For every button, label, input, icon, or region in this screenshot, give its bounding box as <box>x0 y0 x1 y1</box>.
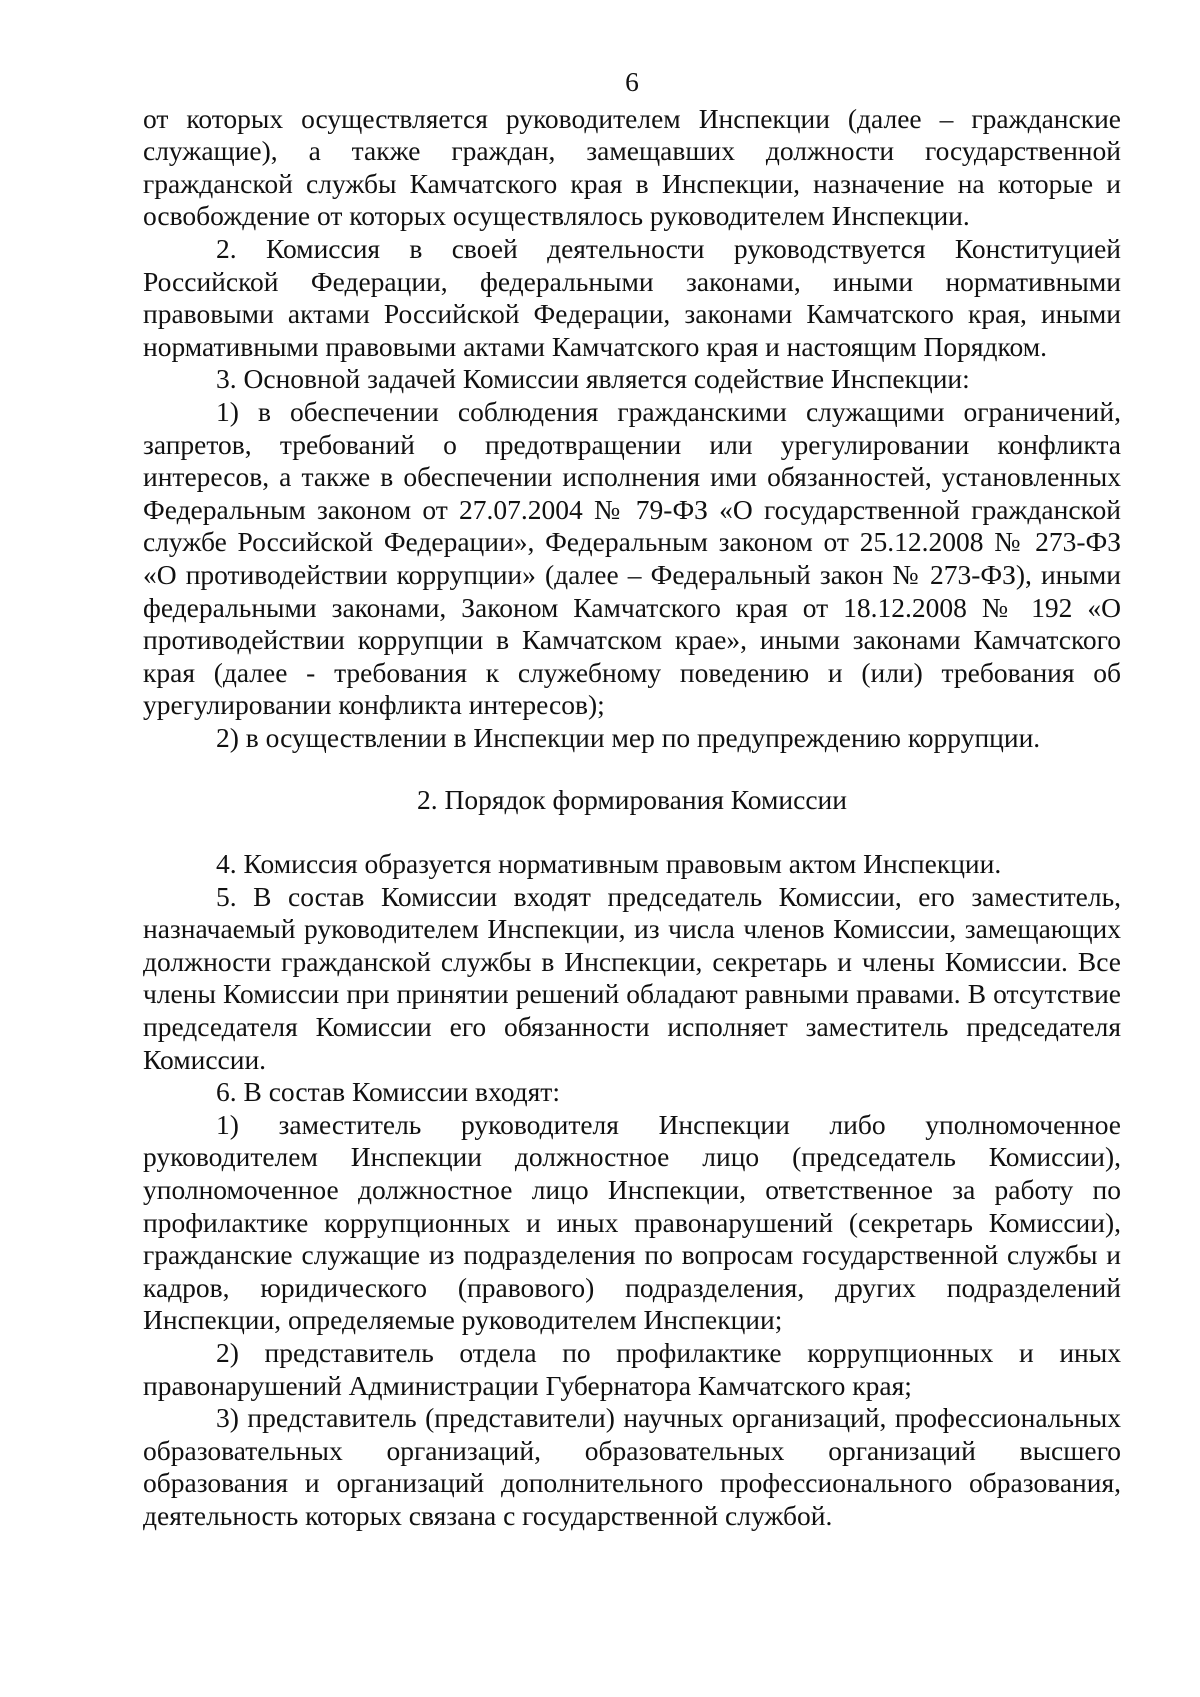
paragraph-continuation: от которых осуществляется руководителем Инспекции (далее – гражданские служащие), а также граждан, замещавших должности государственной гражданской службы Камчатского края в Инспекции, назначение на которые и освобождение от которых осуществлялось руководителем Инспекции. <box>143 102 1121 232</box>
section-heading: 2. Порядок формирования Комиссии <box>417 784 847 816</box>
paragraph-item-5: 5. В состав Комиссии входят председатель Комиссии, его заместитель, назначаемый руководителем Инспекции, из числа членов Комиссии, замещающих должности гражданской службы в Инспекции, секретарь и члены Комиссии. Все члены Комиссии при принятии решений обладают равными правами. В отсутствие председателя Комиссии его обязанности исполняет заместитель председателя Комиссии. <box>143 880 1121 1075</box>
paragraph-item-4: 4. Комиссия образуется нормативным правовым актом Инспекции. <box>216 848 1002 880</box>
paragraph-item-3: 3. Основной задачей Комиссии является содействие Инспекции: <box>216 363 970 395</box>
paragraph-item-6: 6. В состав Комиссии входят: <box>216 1076 560 1108</box>
paragraph-subitem-6-2: 2) представитель отдела по профилактике коррупционных и иных правонарушений Администрации Губернатора Камчатского края; <box>143 1336 1121 1401</box>
paragraph-subitem-6-1: 1) заместитель руководителя Инспекции либо уполномоченное руководителем Инспекции должностное лицо (председатель Комиссии), уполномоченное должностное лицо Инспекции, ответственное за работу по профилактике коррупционных и иных правонарушений (секретарь Комиссии), гражданские служащие из подразделения по вопросам государственной службы и кадров, юридического (правового) подразделения, других подразделений Инспекции, определяемые руководителем Инспекции; <box>143 1108 1121 1336</box>
paragraph-subitem-3-2: 2) в осуществлении в Инспекции мер по предупреждению коррупции. <box>216 721 1041 753</box>
paragraph-subitem-3-1: 1) в обеспечении соблюдения гражданскими служащими ограничений, запретов, требований о предотвращении или урегулировании конфликта интересов, а также в обеспечении исполнения ими обязанностей, установленных Федеральным законом от 27.07.2004 № 79-ФЗ «О государственной гражданской службе Российской Федерации», Федеральным законом от 25.12.2008 № 273-ФЗ «О противодействии коррупции» (далее – Федеральный закон № 273-ФЗ), иными федеральными законами, Законом Камчатского края от 18.12.2008 № 192 «О противодействии коррупции в Камчатском крае», иными законами Камчатского края (далее - требования к служебному поведению и (или) требования об урегулировании конфликта интересов); <box>143 395 1121 721</box>
paragraph-item-2: 2. Комиссия в своей деятельности руководствуется Конституцией Российской Федерации, федеральными законами, иными нормативными правовыми актами Российской Федерации, законами Камчатского края, иными нормативными правовыми актами Камчатского края и настоящим Порядком. <box>143 232 1121 362</box>
paragraph-subitem-6-3: 3) представитель (представители) научных организаций, профессиональных образовательных организаций, образовательных организаций высшего образования и организаций дополнительного профессионального образования, деятельность которых связана с государственной службой. <box>143 1402 1121 1531</box>
page-number: 6 <box>625 66 639 97</box>
document-page <box>143 66 1121 1533</box>
